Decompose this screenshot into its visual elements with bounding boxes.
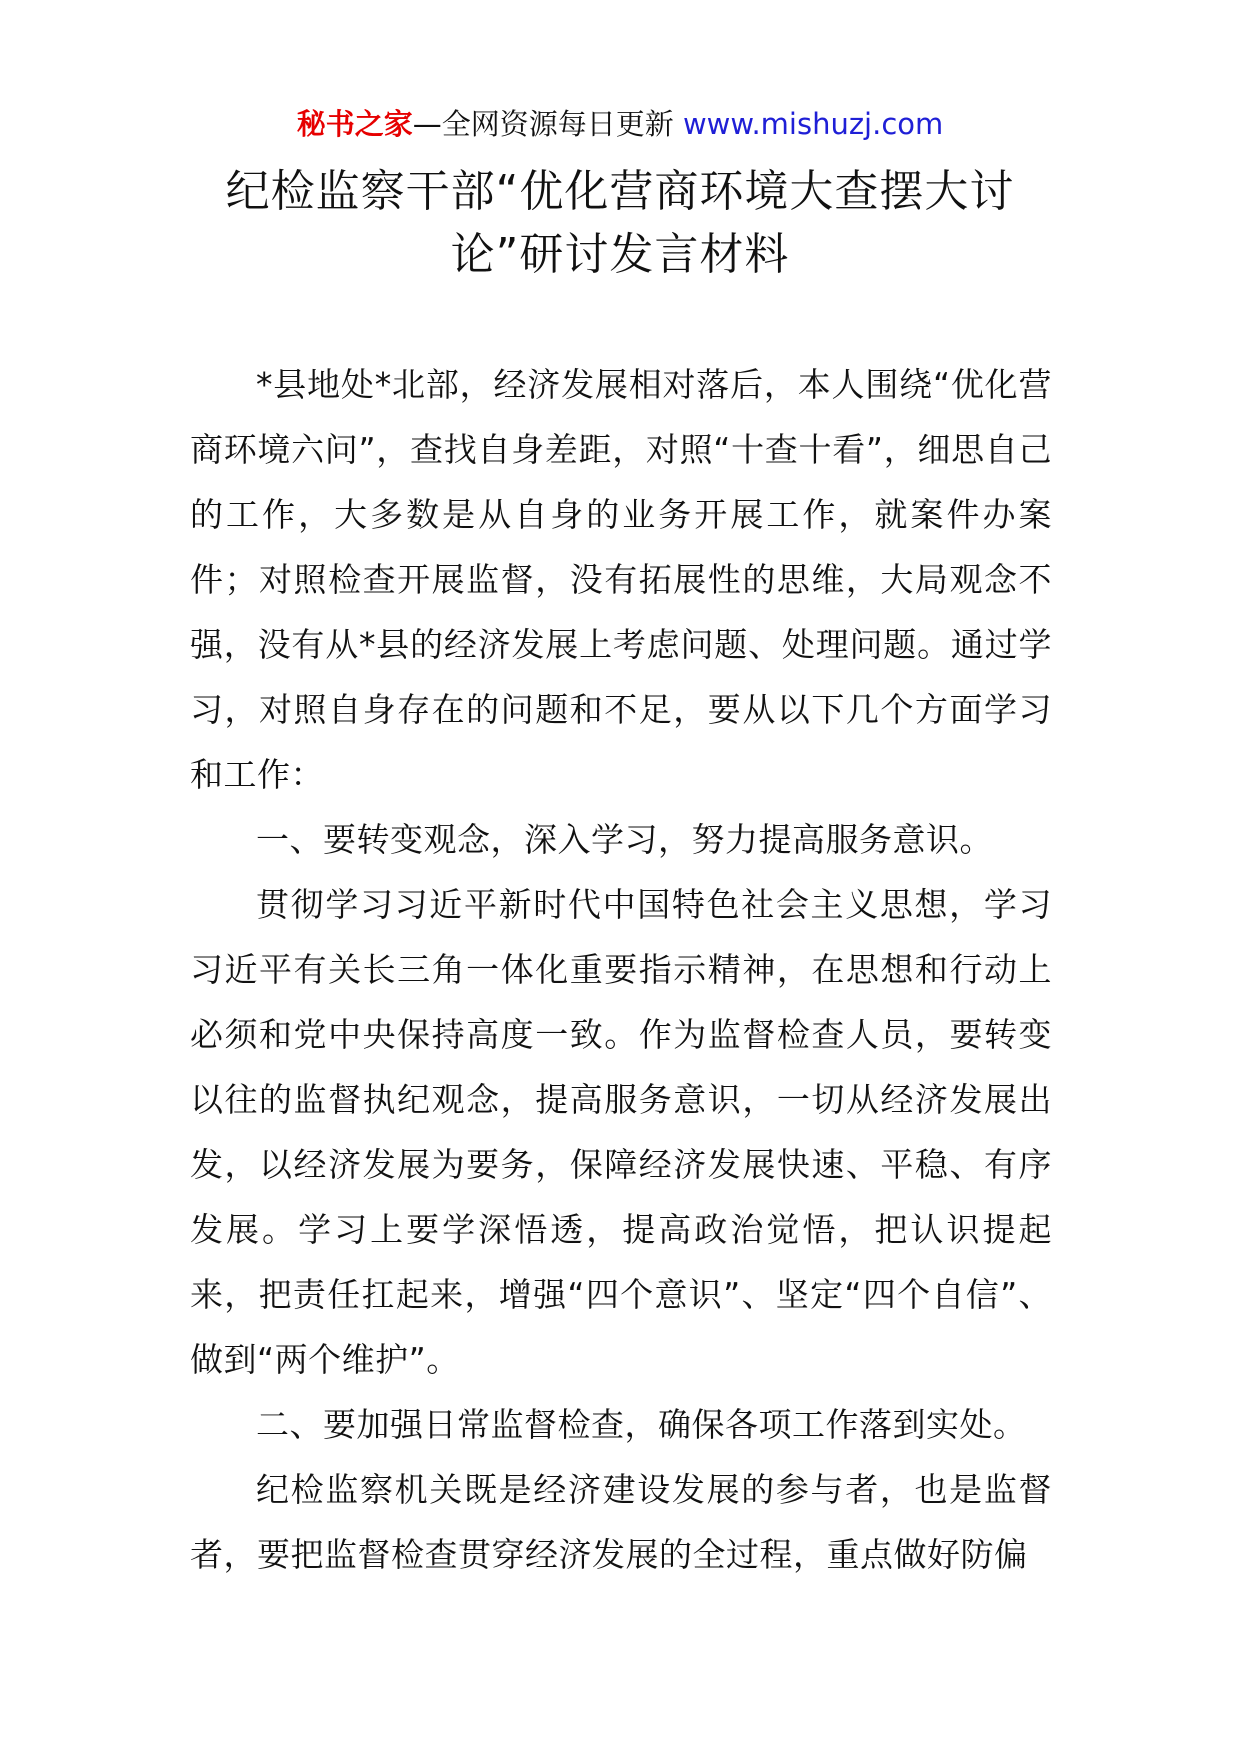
title-line-2: 论”研讨发言材料 bbox=[450, 229, 790, 280]
website-link[interactable]: www.mishuzj.com bbox=[682, 107, 944, 141]
title-line-1: 纪检监察干部“优化营商环境大查摆大讨 bbox=[225, 166, 1015, 217]
document-body bbox=[190, 352, 1052, 1587]
paragraph-section-1: 贯彻学习习近平新时代中国特色社会主义思想，学习习近平有关长三角一体化重要指示精神，在思想和行动上必须和党中央保持高度一致。作为监督检查人员，要转变以往的监督执纪观念，提高服务意识，一切从经济发展出发，以经济发展为要务，保障经济发展快速、平稳、有序发展。学习上要学深悟透，提高政治觉悟，把认识提起来，把责任扛起来，增强“四个意识”、坚定“四个自信”、做到“两个维护”。 bbox=[190, 885, 1052, 1379]
banner-slogan: —全网资源每日更新 bbox=[412, 107, 683, 141]
paragraph-intro: *县地处*北部，经济发展相对落后，本人围绕“优化营商环境六问”，查找自身差距，对照“十查十看”，细思自己的工作，大多数是从自身的业务开展工作，就案件办案件；对照检查开展监督，没有拓展性的思维，大局观念不强，没有从*县的经济发展上考虑问题、处理问题。通过学习，对照自身存在的问题和不足，要从以下几个方面学习和工作： bbox=[190, 365, 1052, 794]
section-heading-1: 一、要转变观念，深入学习，努力提高服务意识。 bbox=[256, 820, 993, 859]
section-heading-2: 二、要加强日常监督检查，确保各项工作落到实处。 bbox=[256, 1405, 1027, 1444]
brand-name: 秘书之家 bbox=[296, 107, 413, 141]
document-title bbox=[190, 160, 1050, 286]
paragraph-section-2: 纪检监察机关既是经济建设发展的参与者，也是监督者，要把监督检查贯穿经济发展的全过程，重点做好防偏 bbox=[190, 1470, 1052, 1574]
header-banner bbox=[0, 104, 1240, 144]
